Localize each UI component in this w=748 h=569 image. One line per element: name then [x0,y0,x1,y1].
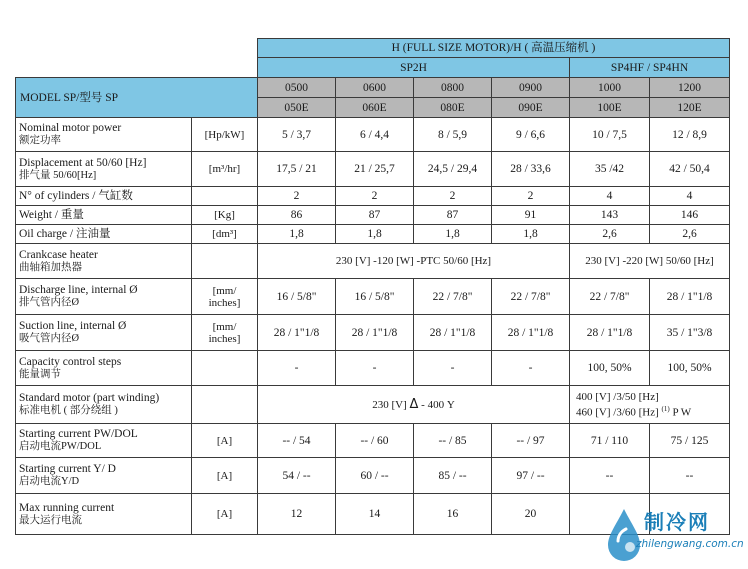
row-label: Weight / 重量 [16,206,192,225]
cell-value: 91 [492,206,570,225]
cell-value: 12 [258,494,336,535]
cell-value: 2 [492,187,570,206]
table-row [16,458,730,494]
cell-value: - [336,351,414,386]
merged-value-sp4: 230 [V] -220 [W] 50/60 [Hz] [570,244,730,279]
cell-value: 35 /42 [570,152,650,187]
row-unit: [Hp/kW] [192,118,258,152]
row-label: Max running current 最大运行电流 [16,494,192,535]
cell-value: 143 [570,206,650,225]
model-label: MODEL SP/型号 SP [16,78,258,118]
row-label: Suction line, internal Ø 吸气管内径Ø [16,315,192,351]
table-row [16,244,730,279]
cell-value: 24,5 / 29,4 [414,152,492,187]
header-family: H (FULL SIZE MOTOR)/H ( 高温压缩机 ) [258,39,730,58]
table-row [16,351,730,386]
cell-value: 4 [650,187,730,206]
cell-value: 22 / 7/8" [570,279,650,315]
row-unit: [A] [192,424,258,458]
cell-value: 8 / 5,9 [414,118,492,152]
cell-value: 22 / 7/8" [414,279,492,315]
cell-value: 28 / 1"1/8 [414,315,492,351]
cell-value: 28 / 1"1/8 [258,315,336,351]
row-unit: [mm/ inches] [192,279,258,315]
row-label: Capacity control steps 能量调节 [16,351,192,386]
model-bottom-0: 050E [258,98,336,118]
cell-value: 4 [570,187,650,206]
row-label: Oil charge / 注油量 [16,225,192,244]
spec-table [15,38,730,535]
row-unit: [dm³] [192,225,258,244]
cell-value: - [492,351,570,386]
row-label: Starting current PW/DOL 启动电流PW/DOL [16,424,192,458]
water-drop-icon [604,507,644,561]
cell-value: 87 [336,206,414,225]
model-bottom-5: 120E [650,98,730,118]
cell-value: 16 [414,494,492,535]
cell-value: 2 [414,187,492,206]
cell-value: 71 / 110 [570,424,650,458]
table-row [16,225,730,244]
table-row [16,315,730,351]
row-unit [192,351,258,386]
cell-value: 28 / 1"1/8 [492,315,570,351]
row-unit [192,386,258,424]
cell-value: 85 / -- [414,458,492,494]
cell-value: 16 / 5/8" [336,279,414,315]
cell-value: 17,5 / 21 [258,152,336,187]
cell-value: 100, 50% [570,351,650,386]
cell-value: -- / 97 [492,424,570,458]
table-row [16,187,730,206]
cell-value: 10 / 7,5 [570,118,650,152]
cell-value: 2 [336,187,414,206]
cell-value: -- [650,458,730,494]
merged-value-sp2h: 230 [V] Δ - 400 Y [258,386,570,424]
cell-value: 1,8 [414,225,492,244]
cell-value: 54 / -- [258,458,336,494]
cell-value: 6 / 4,4 [336,118,414,152]
cell-value: 86 [258,206,336,225]
row-label: Displacement at 50/60 [Hz] 排气量 50/60[Hz] [16,152,192,187]
header-group-sp4: SP4HF / SP4HN [570,58,730,78]
cell-value: 100, 50% [650,351,730,386]
cell-value: 146 [650,206,730,225]
model-top-1: 0600 [336,78,414,98]
cell-value: 16 / 5/8" [258,279,336,315]
cell-value: 28 / 1"1/8 [336,315,414,351]
table-row [16,279,730,315]
delta-symbol: Δ [409,396,419,412]
cell-value: 14 [336,494,414,535]
cell-value: 5 / 3,7 [258,118,336,152]
row-unit: [mm/ inches] [192,315,258,351]
cell-value: 1,8 [492,225,570,244]
cell-value: 12 / 8,9 [650,118,730,152]
model-top-3: 0900 [492,78,570,98]
cell-value: 97 / -- [492,458,570,494]
cell-value: - [258,351,336,386]
cell-value: -- / 85 [414,424,492,458]
row-unit: [A] [192,494,258,535]
cell-value: 22 / 7/8" [492,279,570,315]
table-row [16,152,730,187]
model-top-5: 1200 [650,78,730,98]
cell-value: - [414,351,492,386]
table-row [16,386,730,424]
model-bottom-1: 060E [336,98,414,118]
table-row [16,424,730,458]
cell-value: -- [570,458,650,494]
cell-value: 2 [258,187,336,206]
model-top-0: 0500 [258,78,336,98]
cell-value: 20 [492,494,570,535]
model-top-4: 1000 [570,78,650,98]
cell-value: 2,6 [650,225,730,244]
cell-value: 28 / 1"1/8 [650,279,730,315]
cell-value: 87 [414,206,492,225]
model-bottom-4: 100E [570,98,650,118]
row-label: Starting current Y/ D 启动电流Y/D [16,458,192,494]
row-unit: [m³/hr] [192,152,258,187]
row-unit [192,187,258,206]
cell-value: 2,6 [570,225,650,244]
table-row [16,206,730,225]
cell-value: 42 / 50,4 [650,152,730,187]
row-unit: [A] [192,458,258,494]
row-label: Discharge line, internal Ø 排气管内径Ø [16,279,192,315]
header-group-sp2h: SP2H [258,58,570,78]
row-unit [192,244,258,279]
watermark-logo [596,505,748,567]
footnote-marker: (1) [661,404,670,413]
table-row [16,118,730,152]
cell-value: 28 / 1"1/8 [570,315,650,351]
model-bottom-3: 090E [492,98,570,118]
watermark-title: 制冷网 [644,510,710,534]
cell-value: -- / 54 [258,424,336,458]
cell-value: 1,8 [258,225,336,244]
merged-value-sp2h: 230 [V] -120 [W] -PTC 50/60 [Hz] [258,244,570,279]
cell-value: 21 / 25,7 [336,152,414,187]
merged-value-sp4: 400 [V] /3/50 [Hz] 460 [V] /3/60 [Hz] $^{(1)}$ P W [570,386,730,424]
cell-value: 28 / 33,6 [492,152,570,187]
cell-value: -- / 60 [336,424,414,458]
model-top-2: 0800 [414,78,492,98]
model-bottom-2: 080E [414,98,492,118]
row-label: Nominal motor power 额定功率 [16,118,192,152]
row-label: N° of cylinders / 气缸数 [16,187,192,206]
cell-value: 60 / -- [336,458,414,494]
cell-value: 75 / 125 [650,424,730,458]
row-label: Crankcase heater 曲轴箱加热器 [16,244,192,279]
cell-value: 9 / 6,6 [492,118,570,152]
row-unit: [Kg] [192,206,258,225]
row-label: Standard motor (part winding) 标准电机 ( 部分绕组 ) [16,386,192,424]
watermark-url: zhilengwang.com.cn [636,538,744,550]
cell-value: 1,8 [336,225,414,244]
cell-value: 35 / 1"3/8 [650,315,730,351]
